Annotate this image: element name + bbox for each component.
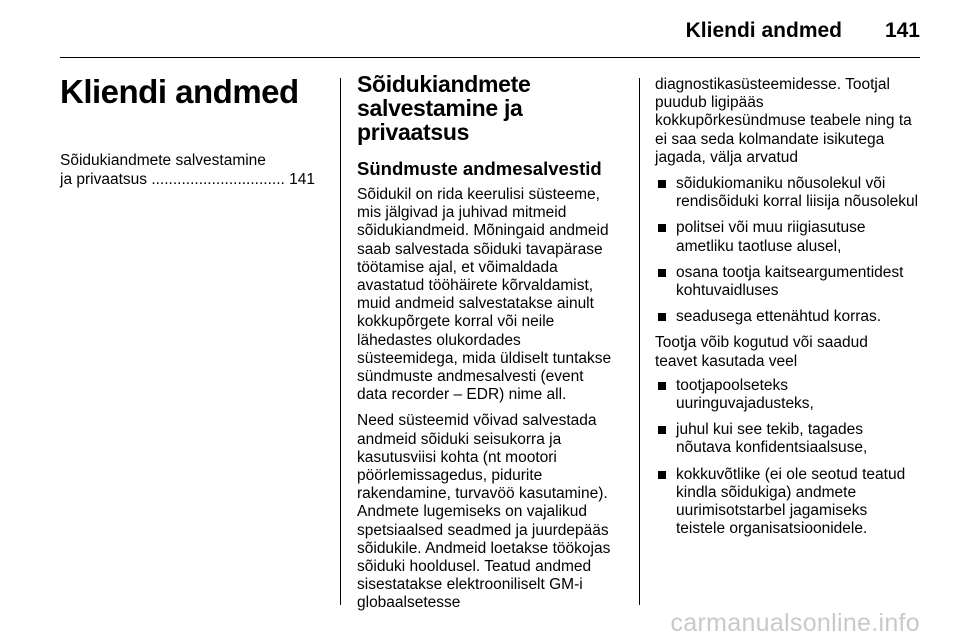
section-title bbox=[357, 72, 631, 144]
text-line: sõidukile. Andmeid loetakse töökojas bbox=[357, 539, 611, 557]
column-2 bbox=[357, 72, 631, 613]
list-item-line: politsei või muu riigiasutuse bbox=[676, 219, 866, 237]
usage-list bbox=[655, 377, 925, 539]
list-item-line: osana tootja kaitseargumentidest bbox=[676, 263, 904, 281]
text-line: Tootja võib kogutud või saadud bbox=[655, 334, 868, 352]
list-item-line: uurimisotstarbel jagamiseks bbox=[676, 502, 868, 520]
toc-entry[interactable] bbox=[60, 151, 330, 189]
list-item bbox=[655, 377, 925, 413]
list-item-line: uuringuvajadusteks, bbox=[676, 395, 814, 413]
text-line: avastatud tööhäirete kõrvaldamist, bbox=[357, 277, 594, 295]
running-header-title: Kliendi andmed bbox=[685, 19, 842, 42]
text-line: Sõidukil on rida keerulisi süsteeme, bbox=[357, 186, 600, 203]
text-line: kokkupõrgete korral või neile bbox=[357, 313, 555, 331]
text-line: töötamise ajal, et võimaldada bbox=[357, 258, 558, 276]
text-line: sündmuste andmesalvesti (event bbox=[357, 368, 584, 386]
subsection-title: Sündmuste andmesalvestid bbox=[357, 158, 602, 179]
toc-entry-line: ja privaatsus ............................... 141 bbox=[60, 171, 315, 188]
list-item-line: juhul kui see tekib, tagades bbox=[676, 421, 863, 439]
list-item bbox=[655, 308, 925, 326]
chapter-title: Kliendi andmed bbox=[60, 73, 299, 110]
list-item-line: rendisõiduki korral liisija nõusolekul bbox=[676, 193, 919, 211]
watermark: carmanualsonline.info bbox=[670, 609, 920, 637]
square-bullet-icon bbox=[658, 382, 666, 390]
middle-paragraph bbox=[655, 334, 925, 370]
list-item-line: kindla sõidukiga) andmete bbox=[676, 483, 857, 501]
square-bullet-icon bbox=[658, 224, 666, 232]
column-divider-2 bbox=[639, 78, 640, 605]
text-line: rakendamine, turvavöö kasutamine). bbox=[357, 485, 608, 503]
section-title-line: salvestamine ja bbox=[357, 95, 523, 121]
list-item-line: teistele organisatsioonidele. bbox=[676, 520, 868, 538]
text-line: muid andmeid salvestatakse ainult bbox=[357, 295, 594, 313]
toc-entry-line: Sõidukiandmete salvestamine bbox=[60, 152, 266, 169]
section-title-line: Sõidukiandmete bbox=[357, 71, 531, 97]
text-line: sõidukiandmeid. Mõningaid andmeid bbox=[357, 222, 609, 240]
text-line: kasutusviisi kohta (nt mootori bbox=[357, 448, 557, 466]
square-bullet-icon bbox=[658, 313, 666, 321]
list-item-line: nõutava konfidentsiaalsuse, bbox=[676, 439, 868, 457]
text-line: andmeid sõiduki seisukorra ja bbox=[357, 430, 562, 448]
text-line: ei saa seda kolmandate isikutega bbox=[655, 130, 885, 148]
square-bullet-icon bbox=[658, 180, 666, 188]
list-item-line: tootjapoolseteks bbox=[676, 376, 789, 394]
text-line: pöörlemissagedus, pidurite bbox=[357, 467, 543, 485]
text-line: lähedastes olukordades bbox=[357, 331, 521, 349]
text-line: globaalsetesse bbox=[357, 594, 461, 612]
square-bullet-icon bbox=[658, 269, 666, 277]
paragraph-1 bbox=[357, 186, 631, 404]
list-item bbox=[655, 175, 925, 211]
text-line: Andmete lugemiseks on vajalikud bbox=[357, 503, 588, 521]
text-line: Need süsteemid võivad salvestada bbox=[357, 412, 597, 430]
text-line: spetsiaalsed seadmed ja juurdepääs bbox=[357, 521, 609, 539]
paragraph-2 bbox=[357, 412, 631, 612]
column-3 bbox=[655, 76, 925, 538]
text-line: kokkupõrkesündmuse teabele ning ta bbox=[655, 112, 912, 130]
list-item bbox=[655, 466, 925, 539]
section-title-line: privaatsus bbox=[357, 119, 470, 145]
square-bullet-icon bbox=[658, 426, 666, 434]
page-number: 141 bbox=[884, 19, 920, 42]
text-line: sõiduki hooldusel. Teatud andmed bbox=[357, 558, 592, 576]
text-line: puudub ligipääs bbox=[655, 94, 764, 112]
text-line: diagnostikasüsteemidesse. Tootjal bbox=[655, 76, 890, 93]
list-item bbox=[655, 421, 925, 457]
text-line: data recorder – EDR) nime all. bbox=[357, 386, 567, 404]
column-divider-1 bbox=[340, 78, 341, 605]
list-item-line: ametliku taotluse alusel, bbox=[676, 237, 842, 255]
text-line: mis jälgivad ja juhivad mitmeid bbox=[357, 204, 567, 222]
list-item-line: kokkuvõtlike (ei ole seotud teatud bbox=[676, 465, 906, 483]
list-item bbox=[655, 219, 925, 255]
column-1 bbox=[60, 72, 330, 189]
text-line: saab salvestada sõiduki tavapärase bbox=[357, 240, 603, 258]
header-rule bbox=[60, 57, 920, 58]
text-line: jagada, välja arvatud bbox=[655, 148, 799, 166]
text-line: sisestatakse elektrooniliselt GM-i bbox=[357, 576, 583, 594]
text-line: süsteemidega, mida üldiselt tuntakse bbox=[357, 349, 612, 367]
square-bullet-icon bbox=[658, 471, 666, 479]
list-item bbox=[655, 264, 925, 300]
list-item-line: kohtuvaidluses bbox=[676, 282, 779, 300]
intro-paragraph bbox=[655, 76, 925, 167]
disclosure-list bbox=[655, 175, 925, 326]
text-line: teavet kasutada veel bbox=[655, 352, 798, 370]
list-item-line: sõidukiomaniku nõusolekul või bbox=[676, 175, 886, 193]
list-item-line: seadusega ettenähtud korras. bbox=[676, 308, 882, 326]
